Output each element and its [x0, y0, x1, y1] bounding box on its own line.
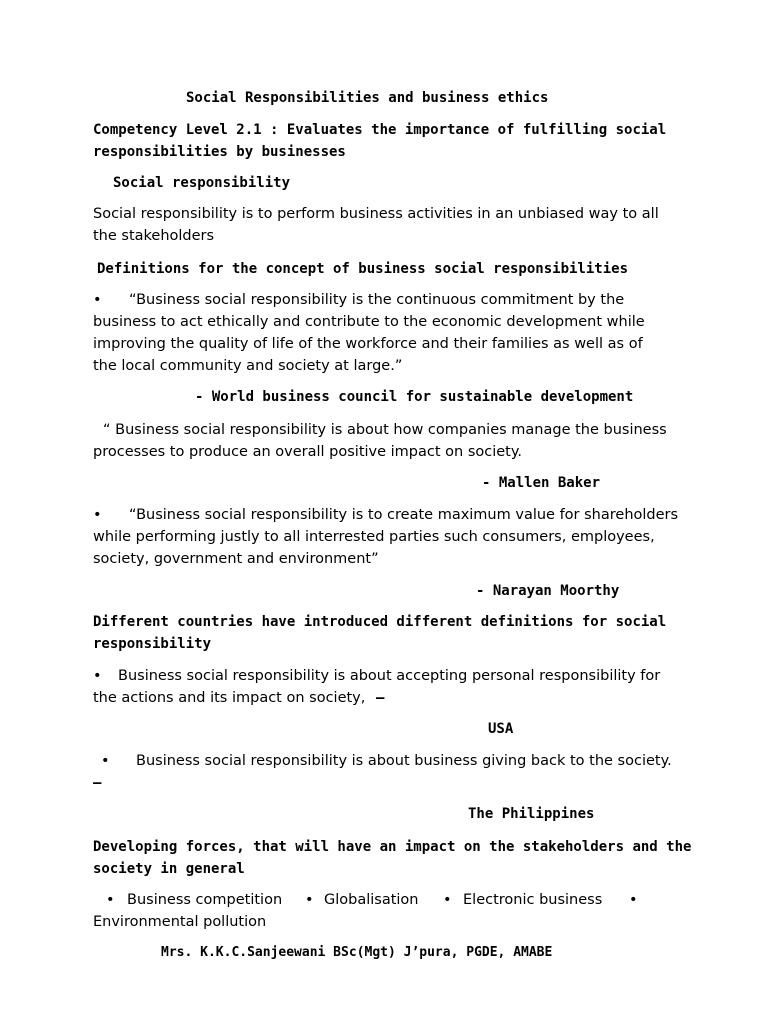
quote3-line-3: society, government and environment” [93, 551, 379, 567]
country2-name: The Philippines [468, 806, 595, 822]
quote1-source: - World business council for sustainable development [195, 389, 634, 405]
heading-countries-line-2: responsibility [93, 636, 212, 652]
page-title: Social Responsibilities and business ethics [186, 90, 549, 106]
country2-line-1: Business social responsibility is about business giving back to the society. [136, 753, 672, 769]
forces-bullet-4: • [629, 892, 638, 908]
country1-dash: – [376, 690, 385, 706]
heading-definitions: Definitions for the concept of business social responsibilities [97, 261, 629, 277]
forces-bullet-1: • [106, 892, 115, 908]
country1-name: USA [488, 721, 514, 737]
quote3-line-1: “Business social responsibility is to create maximum value for shareholders [129, 507, 679, 523]
quote1-line-2: business to act ethically and contribute to the economic development while [93, 314, 645, 330]
country1-bullet: • [93, 668, 102, 684]
heading-forces-line-1: Developing forces, that will have an impact on the stakeholders and the [93, 839, 692, 855]
heading-social-responsibility: Social responsibility [113, 175, 291, 191]
quote1-line-3: improving the quality of life of the workforce and their families as well as of [93, 336, 643, 352]
country1-line-2: the actions and its impact on society, [93, 690, 366, 706]
footer-author: Mrs. K.K.C.Sanjeewani BSc(Mgt) J’pura, PGDE, AMABE [161, 945, 553, 960]
quote1-bullet: • [93, 292, 102, 308]
country1-line-1: Business social responsibility is about accepting personal responsibility for [118, 668, 661, 684]
quote3-source: - Narayan Moorthy [476, 583, 620, 599]
quote2-source: - Mallen Baker [482, 475, 601, 491]
force-item-4: Environmental pollution [93, 914, 267, 930]
quote2-line-2: processes to produce an overall positive impact on society. [93, 444, 522, 460]
social-definition-line-2: the stakeholders [93, 228, 215, 244]
force-item-1: Business competition [127, 892, 283, 908]
quote3-line-2: while performing justly to all interrested parties such consumers, employees, [93, 529, 655, 545]
force-item-3: Electronic business [463, 892, 603, 908]
forces-bullet-2: • [305, 892, 314, 908]
country2-bullet: • [101, 753, 110, 769]
quote1-line-1: “Business social responsibility is the continuous commitment by the [129, 292, 625, 308]
country2-dash: – [93, 775, 102, 791]
quote3-bullet: • [93, 507, 102, 523]
quote2-line-1: “ Business social responsibility is about how companies manage the business [103, 422, 667, 438]
competency-line-2: responsibilities by businesses [93, 144, 346, 160]
force-item-2: Globalisation [324, 892, 419, 908]
social-definition-line-1: Social responsibility is to perform business activities in an unbiased way to all [93, 206, 659, 222]
quote1-line-4: the local community and society at large.” [93, 358, 403, 374]
heading-forces-line-2: society in general [93, 861, 245, 877]
forces-bullet-3: • [443, 892, 452, 908]
heading-countries-line-1: Different countries have introduced different definitions for social [93, 614, 667, 630]
competency-line-1: Competency Level 2.1 : Evaluates the importance of fulfilling social [93, 122, 667, 138]
